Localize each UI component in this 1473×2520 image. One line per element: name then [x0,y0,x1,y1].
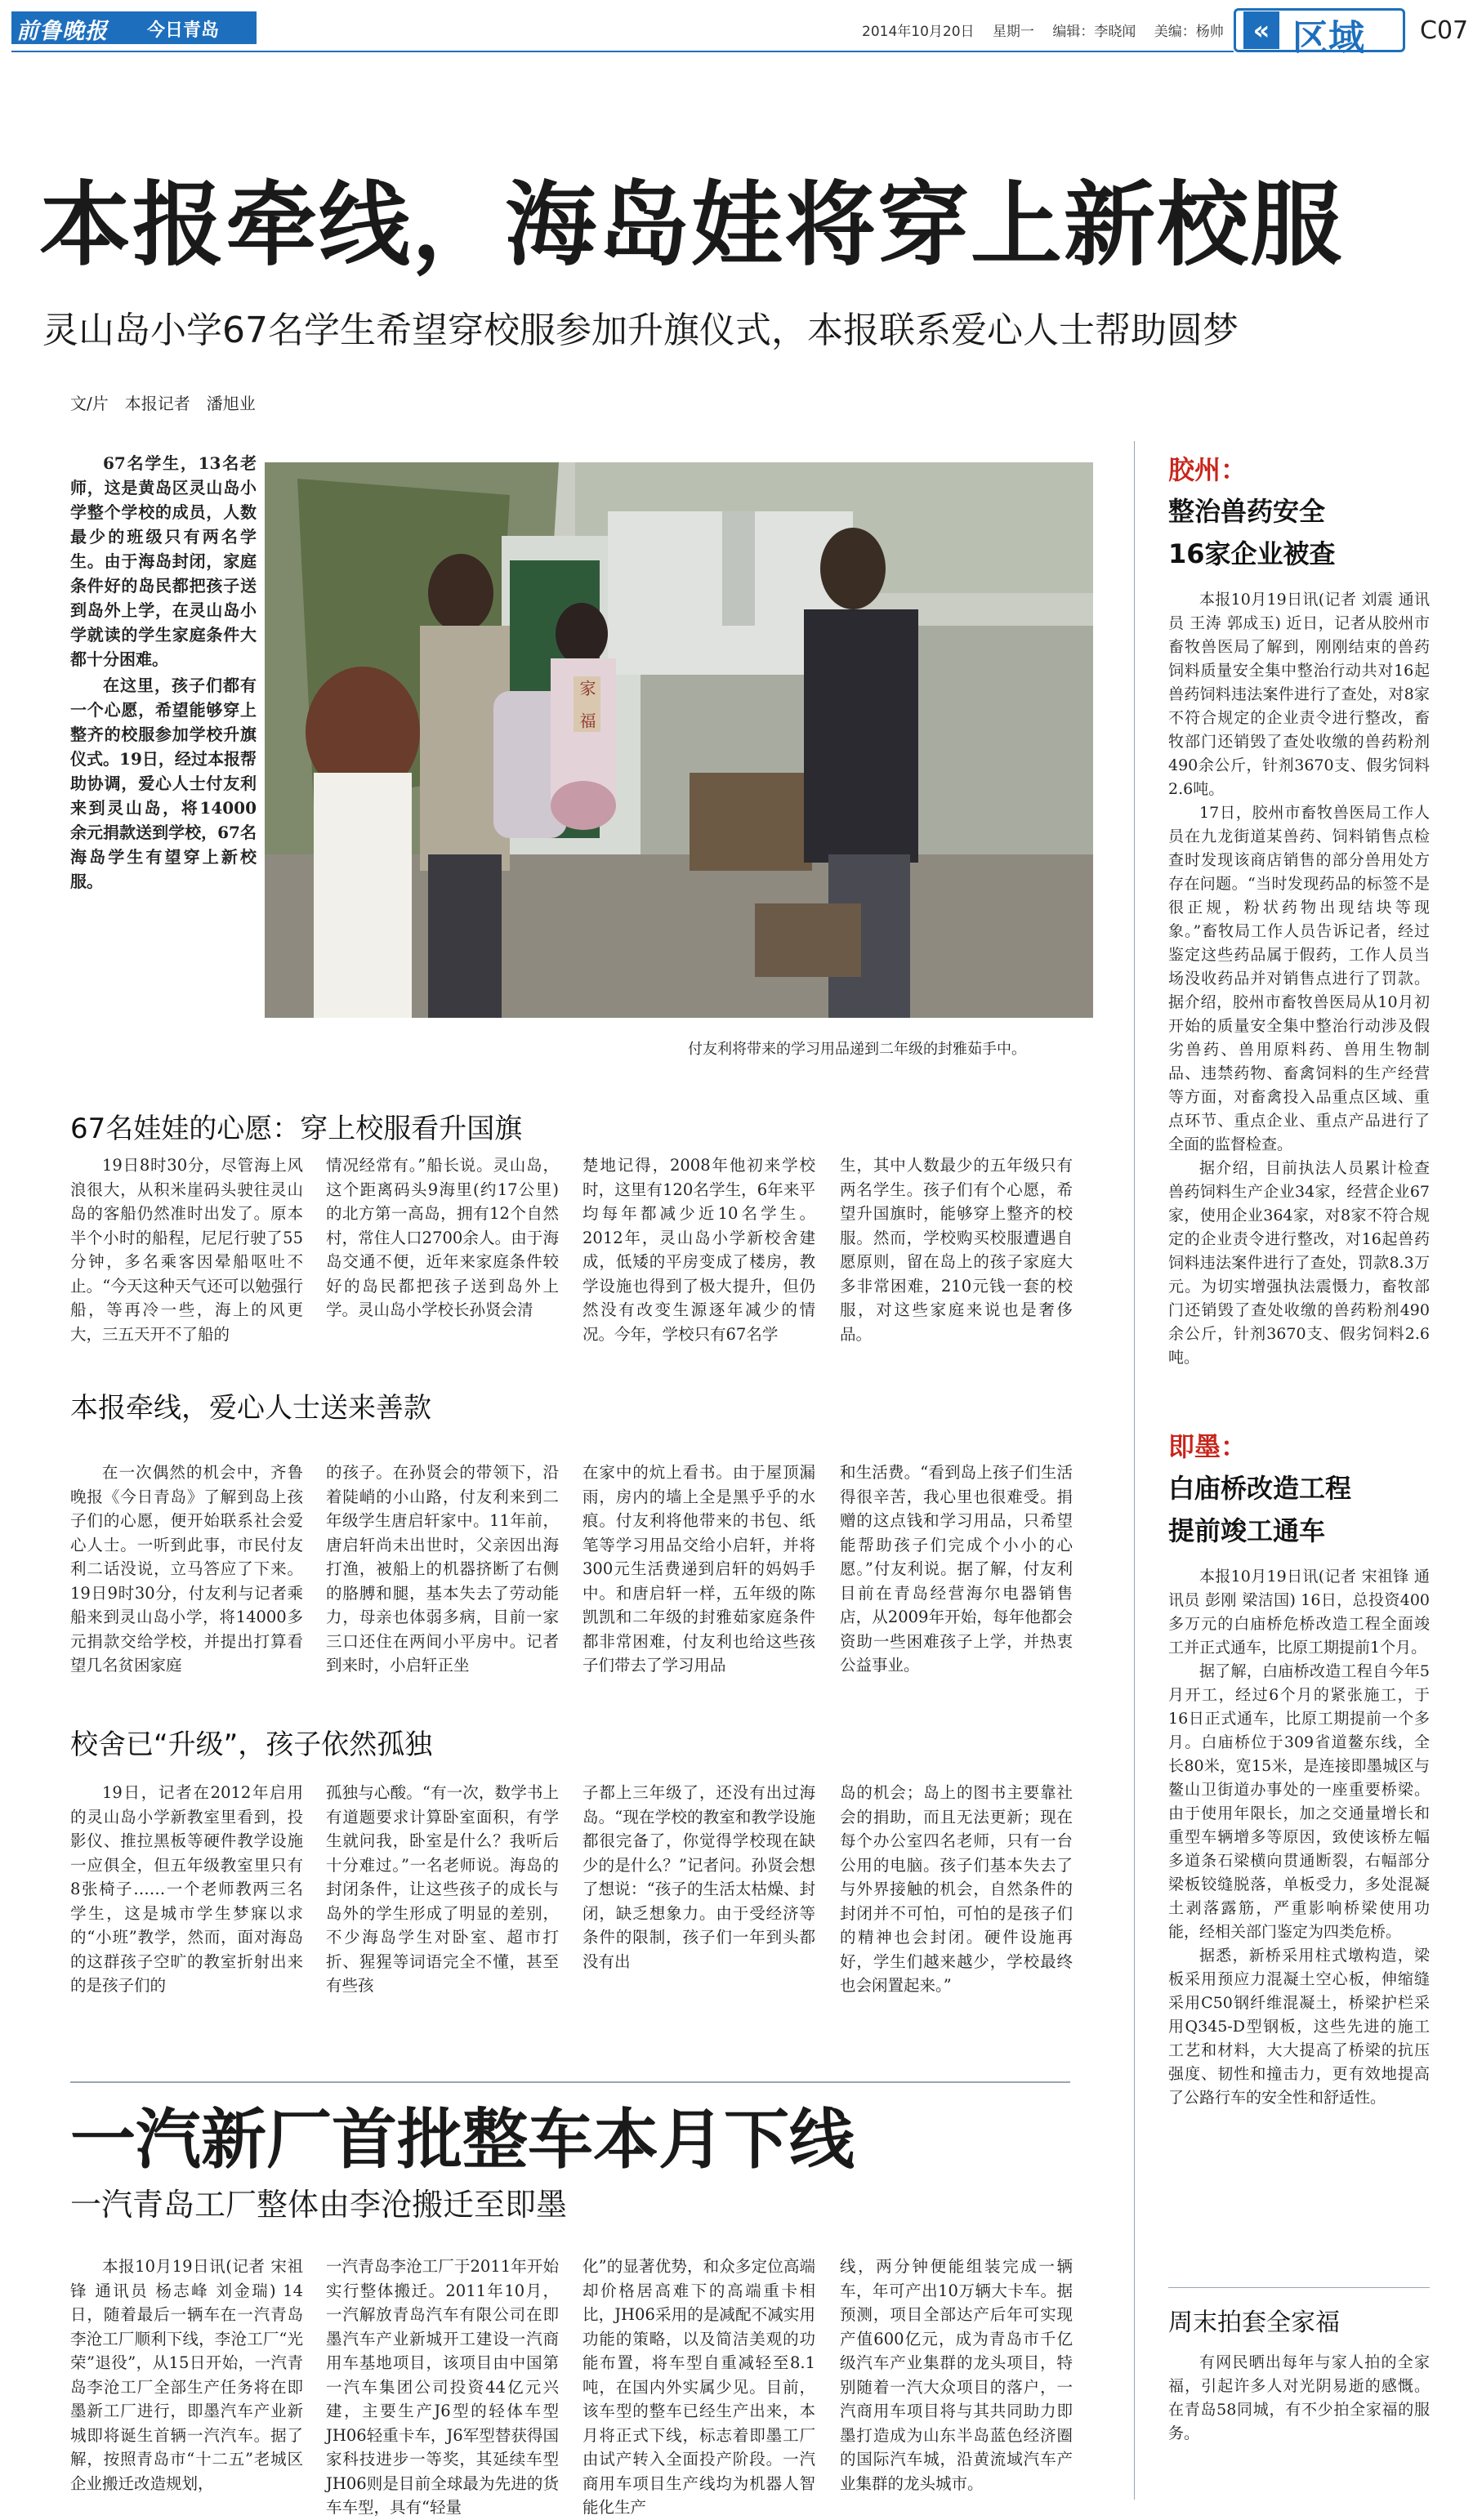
brief-3-paragraph: 有网民晒出每年与家人拍的全家福，引起许多人对光阴易逝的感慨。在青岛58同城，有不少拍全家福的服务。 [1168,2353,1430,2442]
right-brief-jimo [1168,1426,1430,2110]
intro-paragraph-2: 在这里，孩子们都有一个心愿，希望能够穿上整齐的校服参加学校升旗仪式。19日，经过本报帮助协调，爱心人士付友利来到灵山岛，将14000余元捐款送到学校，67名海岛学生有望穿上新校服。 [70,676,257,891]
brief-1-paragraph-2: 17日，胶州市畜牧兽医局工作人员在九龙街道某兽药、饲料销售点检查时发现该商店销售的部分兽用处方存在问题。“当时发现药品的标签不是很正规，粉状药物出现结块等现象。”畜牧局工作人员告诉记者，经过鉴定这些药品属于假药，工作人员当场没收药品并对销售点进行了罚款。据介绍，胶州市畜牧兽医局从10月初开始的质量安全集中整治行动涉及假劣兽药、兽用原料药、兽用生物制品、违禁药物、畜禽饲料的生产经营等方面，对畜禽投入品重点区域、重点环节、重点企业、重点产品进行了全面的监督检查。 [1168,804,1430,1153]
faw-headline: 一汽新厂首批整车本月下线 [70,2102,855,2178]
region-tag-jiaozhou: 胶州： [1168,454,1248,485]
section-2-col-4: 和生活费。“看到岛上孩子们生活得很辛苦，我心里也很难受。捐赠的这点钱和学习用品，只希望能帮助孩子们完成个小小的心愿。”付友利说。据了解，付友利目前在青岛经营海尔电器销售店，从2009年开始，每年他都会资助一些困难孩子上学，并热衷公益事业。 [840,1463,1073,1675]
section-title-3: 校舍已“升级”，孩子依然孤独 [70,1728,433,1761]
section-name: 今日青岛 [147,20,220,41]
issue-weekday: 星期一 [992,24,1034,40]
faw-top-rule [70,2081,1070,2083]
right-column-divider [1134,441,1135,2500]
lead-subheadline: 灵山岛小学67名学生希望穿校服参加升旗仪式，本报联系爱心人士帮助圆梦 [42,310,1239,351]
section-2-col-2: 的孩子。在孙贤会的带领下，沿着陡峭的小山路，付友利来到二年级学生唐启轩家中。11年前，唐启轩尚未出世时，父亲因出海打渔，被船上的机器挤断了右侧的胳膊和腿，基本失去了劳动能力，母亲也体弱多病，目前一家三口还住在两间小平房中。记者到来时，小启轩正坐 [326,1463,559,1675]
masthead-rule [11,51,1234,52]
brief-1-paragraph-1: 本报10月19日讯(记者 刘震 通讯员 王涛 郭成玉) 近日，记者从胶州市畜牧兽医局了解到，刚刚结束的兽药饲料质量安全集中整治行动共对16起兽药饲料违法案件进行了查处，对8家不符合规定的企业责令进行整改，畜牧部门还销毁了查处收缴的兽药粉剂490余公斤，针剂3670支、假劣饲料2.6吨。 [1168,591,1430,798]
section-title-2: 本报牵线，爱心人士送来善款 [70,1392,431,1425]
page-number: C07 [1420,16,1469,45]
masthead [0,0,1473,57]
brief-headline-2b: 提前竣工通车 [1168,1515,1326,1546]
brief-headline-1b: 16家企业被查 [1168,538,1336,569]
lead-byline: 文/片 本报记者 潘旭业 [70,394,256,413]
intro-paragraph-1: 67名学生，13名老师，这是黄岛区灵山岛小学整个学校的成员，人数最少的班级只有两名学生。由于海岛封闭，家庭条件好的岛民都把孩子送到岛外上学，在灵山岛小学就读的学生家庭条件大都十分困难。 [70,453,257,669]
section-title-1: 67名娃娃的心愿：穿上校服看升国旗 [70,1113,523,1145]
chevron-icon: « [1243,11,1279,49]
photo-scene [265,462,1093,1018]
region-tag-jimo: 即墨： [1168,1431,1248,1462]
editor-credit: 编辑：李晓闻 [1052,24,1136,40]
section-1-col-1: 19日8时30分，尽管海上风浪很大，从积米崖码头驶往灵山岛的客船仍然准时出发了。原本半个小时的船程，尼尼行驶了55分钟，多名乘客因晕船呕吐不止。“今天这种天气还可以勉强行船，等再冷一些，海上的风更大，三五天开不了船的 [70,1156,303,1344]
section-3-col-1: 19日，记者在2012年启用的灵山岛小学新教室里看到，投影仪、推拉黑板等硬件教学设施一应俱全，但五年级教室里只有8张椅子……一个老师教两三名学生，这是城市学生梦寐以求的“小班”教学，然而，面对海岛的这群孩子空旷的教室折射出来的是孩子们的 [70,1783,303,1995]
designer-credit: 美编：杨帅 [1154,24,1224,40]
brief-3-title: 周末拍套全家福 [1168,2308,1340,2337]
photo-door-sign: 家 福 [574,676,600,732]
brief-headline-2a: 白庙桥改造工程 [1168,1473,1352,1504]
paper-name-logo: 前鲁晚报 [16,19,108,44]
region-label: 区域 [1292,17,1364,59]
section-1-col-4: 生，其中人数最少的五年级只有两名学生。孩子们有个心愿，希望升国旗时，能够穿上整齐的校服。然而，学校购买校服遭遇自愿原则，留在岛上的孩子家庭大多非常困难，210元钱一套的校服，对这些家庭来说也是奢侈品。 [840,1156,1073,1344]
masthead-info [862,20,1224,40]
lead-headline: 本报牵线，海岛娃将穿上新校服 [39,172,1343,279]
faw-col-3: 化”的显著优势，和众多定位高端却价格居高难下的高端重卡相比，JH06采用的是减配不减实用功能的策略，以及简洁美观的功能布置，将车型自重减轻至8.1吨，在国内外实属少见。目前，该车型的整车已经生产出来，本月将正式下线，标志着即墨工厂由试产转入全面投产阶段。一汽商用车项目生产线均为机器人智能化生产 [583,2257,815,2517]
faw-col-2: 一汽青岛李沧工厂于2011年开始实行整体搬迁。2011年10月，一汽解放青岛汽车有限公司在即墨汽车产业新城开工建设一汽商用车基地项目，该项目由中国第一汽车集团公司投资44亿元兴建，主要生产J6型的轻体车型JH06轻重卡车，J6军型替获得国家科技进步一等奖，其延续车型JH06则是目前全球最为先进的货车车型，具有“轻量 [326,2257,559,2517]
right-brief-rule [1168,2287,1430,2288]
section-1-col-2: 情况经常有。”船长说。灵山岛，这个距离码头9海里(约17公里)的北方第一高岛，拥有12个自然村，常住人口2700余人。由于海岛交通不便，近年来家庭条件较好的岛民都把孩子送到岛外上学。灵山岛小学校长孙贤会清 [326,1156,559,1319]
faw-col-1: 本报10月19日讯(记者 宋祖锋 通讯员 杨志峰 刘金瑞) 14日，随着最后一辆车在一汽青岛李沧工厂顺利下线，李沧工厂“光荣”退役”，从15日开始，一汽青岛李沧工厂全部生产任务将在即墨新工厂进行，即墨汽车产业新城即将诞生首辆一汽汽车。据了解，按照青岛市“十二五”老城区企业搬迁改造规划， [70,2257,303,2493]
brief-2-paragraph-3: 据悉，新桥采用柱式墩构造，梁板采用预应力混凝土空心板，伸缩缝采用C50钢纤维混凝土，桥梁护栏采用Q345-D型钢板，这些先进的施工工艺和材料，大大提高了桥梁的抗压强度、韧性和撞击力，更有效地提高了公路行车的安全性和舒适性。 [1168,1947,1430,2107]
section-3-col-3: 子都上三年级了，还没有出过海岛。“现在学校的教室和教学设施都很完备了，你觉得学校现在缺少的是什么？”记者问。孙贤会想了想说：“孩子的生活太枯燥、封闭，缺乏想象力。由于受经济等条件的限制，孩子们一年到头都没有出 [583,1783,815,1971]
section-2-col-3: 在家中的炕上看书。由于屋顶漏雨，房内的墙上全是黑乎乎的水痕。付友利将他带来的书包、纸笔等学习用品交给小启轩，并将300元生活费递到启轩的妈妈手中。和唐启轩一样，五年级的陈凯凯和二年级的封雅茹家庭条件都非常困难，付友利也给这些孩子们带去了学习用品 [583,1463,815,1675]
right-brief-jiaozhou [1168,449,1430,1370]
brief-2-paragraph-2: 据了解，白庙桥改造工程自今年5月开工，经过6个月的紧张施工，于16日正式通车，比原工期提前一个多月。白庙桥位于309省道鳌东线，全长80米，宽15米，是连接即墨城区与鳌山卫街道办事处的一座重要桥梁。由于使用年限长，加之交通量增长和重型车辆增多等原因，致使该桥左幅多道条石梁横向贯通断裂，右幅部分梁板铰缝脱落，单板受力，多处混凝土剥落露筋，严重影响桥梁使用功能，经相关部门鉴定为四类危桥。 [1168,1662,1430,1941]
brief-2-paragraph-1: 本报10月19日讯(记者 宋祖锋 通讯员 彭刚 梁洁国) 16日，总投资400多万元的白庙桥危桥改造工程全面竣工并正式通车，比原工期提前1个月。 [1168,1568,1430,1657]
lead-photo [265,462,1093,1018]
section-3-col-4: 岛的机会；岛上的图书主要靠社会的捐助，而且无法更新；现在每个办公室四名老师，只有一台公用的电脑。孩子们基本失去了与外界接触的机会，自然条件的封闭并不可怕，可怕的是孩子们的精神也会封闭。硬件设施再好，学生们越来越少，学校最终也会闲置起来。” [840,1783,1073,1995]
section-2-col-1: 在一次偶然的机会中，齐鲁晚报《今日青岛》了解到岛上孩子们的心愿，便开始联系社会爱心人士。一听到此事，市民付友利二话没说，立马答应了下来。19日9时30分，付友利与记者乘船来到灵山岛小学，将14000多元捐款交给学校，并提出打算看望几名贫困家庭 [70,1463,303,1675]
photo-caption: 付友利将带来的学习用品递到二年级的封雅茹手中。 [688,1041,1026,1058]
lead-intro [70,451,257,1023]
brief-1-paragraph-3: 据介绍，目前执法人员累计检查兽药饲料生产企业34家，经营企业67家，使用企业364家，对8家不符合规定的企业责令进行整改，对16起兽药饲料违法案件进行了查处，罚款8.3万元。为切实增强执法震慑力，畜牧部门还销毁了查处收缴的兽药粉剂490余公斤，针剂3670支、假劣饲料2.6吨。 [1168,1159,1430,1367]
right-brief-photo [1168,2304,1430,2446]
faw-col-4: 线，两分钟便能组装完成一辆车，年可产出10万辆大卡车。据预测，项目全部达产后年可实现产值600亿元，成为青岛市千亿级汽车产业集群的龙头项目，特别随着一汽大众项目的落户，一汽商用车项目将与其共同助力即墨打造成为山东半岛蓝色经济圈的国际汽车城，沿黄流域汽车产业集群的龙头城市。 [840,2257,1073,2493]
brief-headline-1a: 整治兽药安全 [1168,496,1326,527]
section-3-col-2: 孤独与心酸。“有一次，数学书上有道题要求计算卧室面积，有学生就问我，卧室是什么？我听后十分难过。”一名老师说。海岛的封闭条件，让这些孩子的成长与岛外的学生形成了明显的差别，不少海岛学生对卧室、超市打折、猩猩等词语完全不懂，甚至有些孩 [326,1783,559,1995]
section-1-col-3: 楚地记得，2008年他初来学校时，这里有120名学生，6年来平均每年都减少近10名学生。2012年，灵山岛小学新校舍建成，低矮的平房变成了楼房，教学设施也得到了极大提升，但仍然没有改变生源逐年减少的情况。今年，学校只有67名学 [583,1156,815,1344]
faw-subheadline: 一汽青岛工厂整体由李沧搬迁至即墨 [70,2187,568,2223]
issue-date: 2014年10月20日 [862,24,975,40]
